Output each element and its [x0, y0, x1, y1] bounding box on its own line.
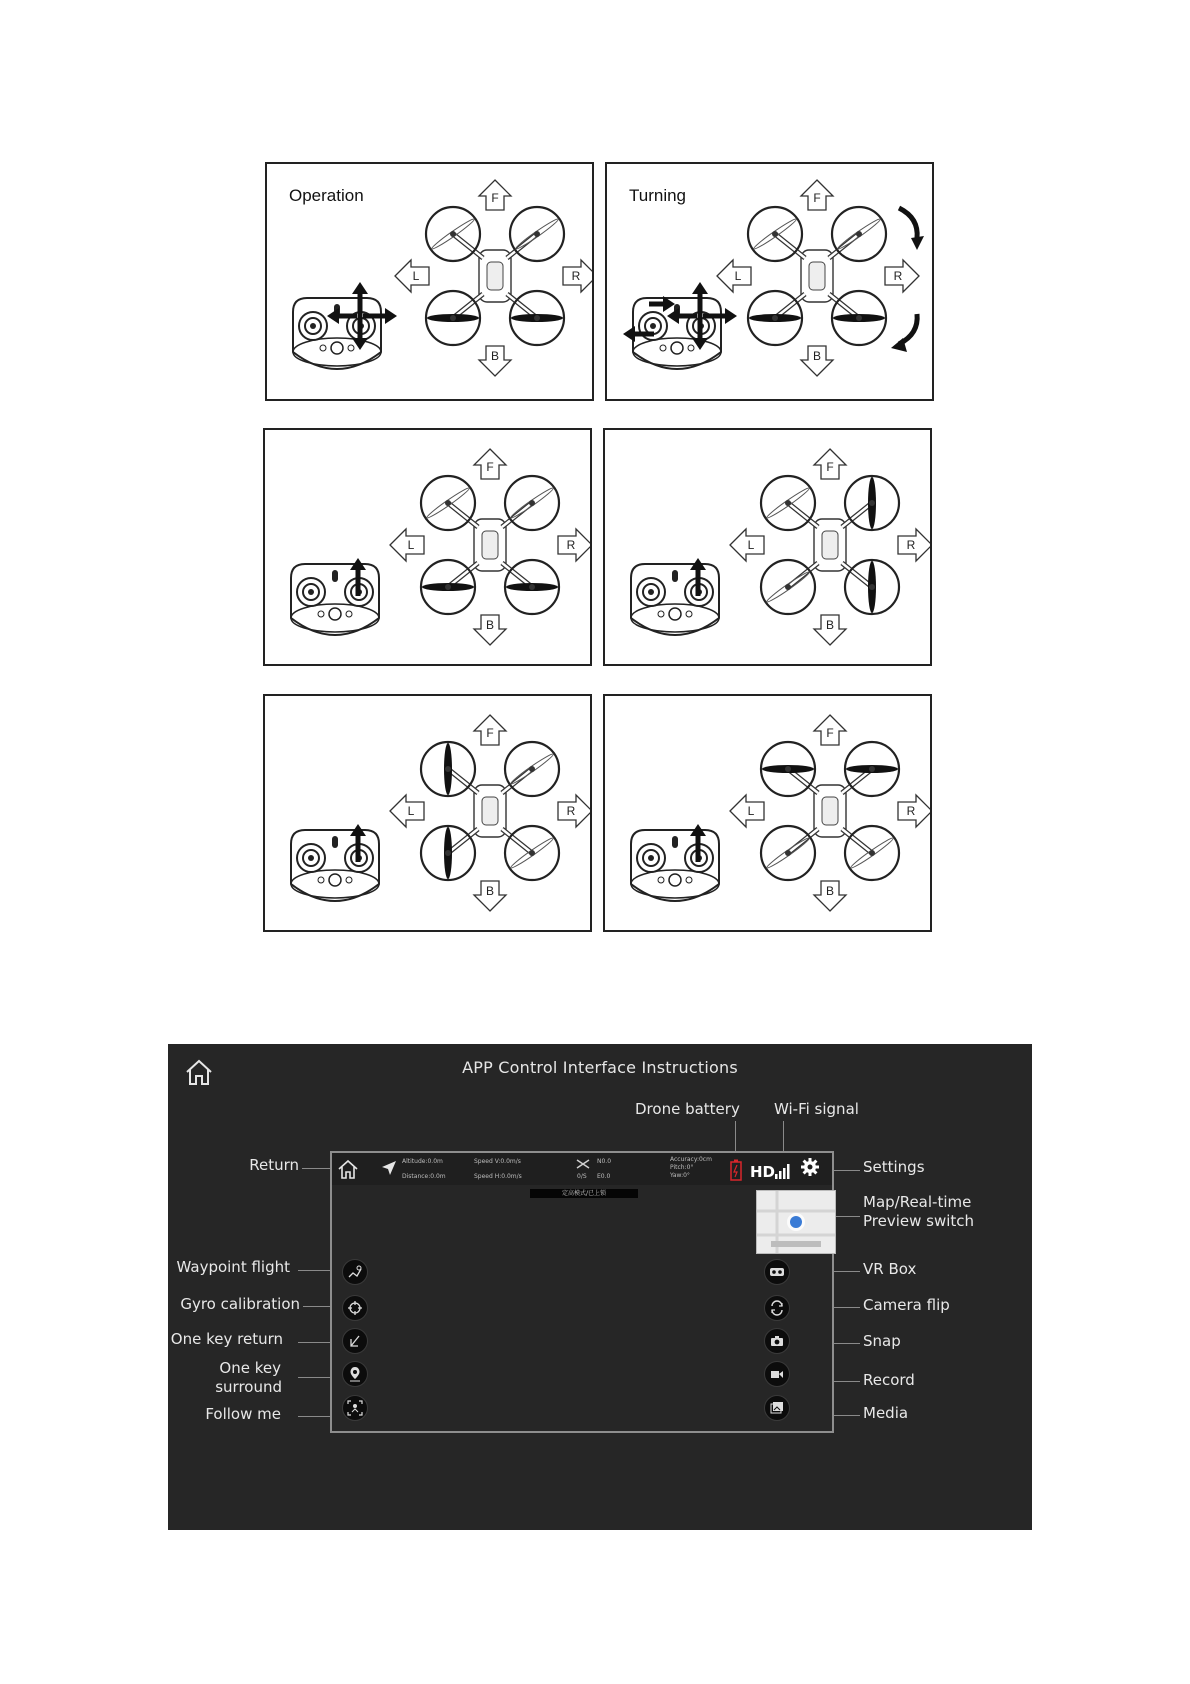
direction-arrow-forward	[474, 715, 506, 745]
direction-letter: R	[566, 804, 576, 818]
one-key-return-button[interactable]	[342, 1328, 368, 1354]
video-camera-icon	[769, 1366, 785, 1382]
callout-record: Record	[863, 1371, 915, 1389]
battery-icon	[730, 1159, 742, 1181]
crosshair-icon	[347, 1300, 363, 1316]
vr-box-button[interactable]	[764, 1259, 790, 1285]
callout-follow-me: Follow me	[205, 1405, 281, 1423]
direction-arrow-backward	[814, 615, 846, 645]
callout-map-preview-1: Map/Real-time	[863, 1193, 972, 1211]
direction-arrow-backward	[479, 346, 511, 376]
callout-drone-battery: Drone battery	[635, 1100, 740, 1118]
direction-arrow-backward	[814, 881, 846, 911]
direction-letter: B	[825, 884, 835, 898]
gear-icon[interactable]	[800, 1157, 820, 1177]
power-switch	[672, 570, 678, 582]
direction-letter: B	[485, 618, 495, 632]
direction-arrow-left	[717, 260, 751, 292]
power-switch	[332, 570, 338, 582]
direction-letter: B	[490, 349, 500, 363]
gallery-icon	[769, 1400, 785, 1416]
callout-snap: Snap	[863, 1332, 901, 1350]
direction-letter: R	[566, 538, 576, 552]
direction-letter: F	[826, 460, 834, 474]
direction-arrow-right	[558, 795, 590, 827]
direction-arrow-left	[730, 795, 764, 827]
direction-arrow-forward	[474, 449, 506, 479]
yaw-readout: Yaw:0°	[670, 1172, 690, 1179]
direction-letter: L	[747, 804, 755, 818]
navigation-arrow-icon	[380, 1159, 398, 1177]
drone-illustration	[761, 742, 899, 880]
direction-arrow-backward	[474, 615, 506, 645]
stick-arrowhead	[385, 308, 397, 324]
direction-letter: B	[825, 618, 835, 632]
flight-mode-status: 定高模式/已上锁	[530, 1189, 638, 1198]
n-coordinate: N0.0	[597, 1158, 612, 1165]
pitch-panel	[603, 428, 932, 666]
direction-arrow-left	[390, 795, 424, 827]
app-title: APP Control Interface Instructions	[462, 1058, 738, 1077]
map-preview-switch[interactable]	[756, 1190, 836, 1254]
drone-icon	[575, 1158, 591, 1170]
snap-button[interactable]	[764, 1328, 790, 1354]
remote-controller	[293, 298, 381, 369]
callout-settings: Settings	[863, 1158, 925, 1176]
direction-arrow-left	[730, 529, 764, 561]
map-icon	[757, 1191, 835, 1253]
direction-letter: L	[747, 538, 755, 552]
direction-letter: F	[491, 191, 499, 205]
app-control-interface	[168, 1044, 1032, 1530]
follow-me-icon	[347, 1400, 363, 1416]
wifi-signal-icon	[774, 1163, 792, 1179]
remote-controller	[631, 830, 719, 901]
direction-letter: L	[734, 269, 742, 283]
return-home-icon[interactable]	[337, 1158, 359, 1180]
direction-letter: F	[813, 191, 821, 205]
operation-panel	[265, 162, 594, 401]
accuracy-readout: Accuracy:0cm	[670, 1156, 712, 1163]
direction-letter: R	[893, 269, 903, 283]
panel-illustration	[267, 164, 592, 398]
direction-arrow-right	[898, 795, 930, 827]
return-arrow-icon	[347, 1333, 363, 1349]
direction-letter: L	[407, 804, 415, 818]
speed-h-readout: Speed H:0.0m/s	[474, 1173, 522, 1180]
roll-panel-left	[263, 694, 592, 932]
panel-illustration	[605, 430, 930, 664]
direction-arrow-forward	[814, 715, 846, 745]
callout-one-key-return: One key return	[170, 1330, 283, 1348]
stick-arrowhead	[692, 282, 708, 294]
record-button[interactable]	[764, 1361, 790, 1387]
direction-arrow-forward	[814, 449, 846, 479]
callout-one-key-surround-2: surround	[215, 1378, 282, 1396]
media-button[interactable]	[764, 1395, 790, 1421]
direction-letter: L	[412, 269, 420, 283]
stick-arrowhead	[352, 282, 368, 294]
callout-media: Media	[863, 1404, 909, 1422]
rotation-arrowhead	[911, 236, 924, 250]
vr-icon	[769, 1264, 785, 1280]
direction-letter: F	[826, 726, 834, 740]
direction-arrow-right	[898, 529, 930, 561]
app-screen-mock	[330, 1151, 834, 1433]
camera-flip-button[interactable]	[764, 1295, 790, 1321]
follow-me-button[interactable]	[342, 1395, 368, 1421]
altitude-readout: Altitude:0.0m	[402, 1158, 443, 1165]
remote-controller	[291, 830, 379, 901]
one-key-surround-button[interactable]	[342, 1361, 368, 1387]
callout-return: Return	[249, 1156, 299, 1174]
e-coordinate: E0.0	[597, 1173, 611, 1180]
gyro-calibration-button[interactable]	[342, 1295, 368, 1321]
rotation-arrow	[899, 208, 917, 238]
panel-illustration	[265, 430, 590, 664]
turning-panel	[605, 162, 934, 401]
callout-wifi-signal: Wi-Fi signal	[774, 1100, 859, 1118]
drone-illustration	[421, 742, 559, 880]
panel-title: Operation	[289, 186, 364, 205]
direction-arrow-right	[558, 529, 590, 561]
callout-map-preview-2: Preview switch	[863, 1212, 975, 1230]
callout-camera-flip: Camera flip	[863, 1296, 950, 1314]
direction-arrow-right	[563, 260, 592, 292]
callout-gyro-calibration: Gyro calibration	[180, 1295, 300, 1313]
direction-letter: B	[812, 349, 822, 363]
panel-illustration	[607, 164, 932, 398]
callout-one-key-surround-1: One key	[219, 1359, 281, 1377]
panel-title: Turning	[629, 186, 687, 205]
speed-v-readout: Speed V:0.0m/s	[474, 1158, 521, 1165]
distance-readout: Distance:0.0m	[402, 1173, 446, 1180]
roll-panel-right	[603, 694, 932, 932]
direction-arrow-left	[395, 260, 429, 292]
direction-letter: F	[486, 726, 494, 740]
panel-illustration	[265, 696, 590, 930]
drone-illustration	[761, 476, 899, 614]
panel-illustration	[605, 696, 930, 930]
direction-arrow-forward	[479, 180, 511, 210]
pitch-readout: Pitch:0°	[670, 1164, 694, 1171]
drone-illustration	[748, 207, 886, 345]
satellite-count: 0/S	[577, 1173, 587, 1180]
waypoint-flight-button[interactable]	[342, 1259, 368, 1285]
direction-letter: B	[485, 884, 495, 898]
direction-letter: R	[906, 804, 916, 818]
drone-illustration	[421, 476, 559, 614]
direction-letter: R	[906, 538, 916, 552]
stick-arrowhead	[623, 326, 635, 342]
callout-vr-box: VR Box	[863, 1260, 917, 1278]
direction-letter: R	[571, 269, 581, 283]
direction-arrow-backward	[474, 881, 506, 911]
throttle-panel	[263, 428, 592, 666]
direction-letter: L	[407, 538, 415, 552]
direction-arrow-left	[390, 529, 424, 561]
remote-controller	[631, 564, 719, 635]
stick-arrowhead	[725, 308, 737, 324]
drone-illustration	[426, 207, 564, 345]
direction-arrow-forward	[801, 180, 833, 210]
power-switch	[332, 836, 338, 848]
location-pin-icon	[347, 1366, 363, 1382]
waypoint-icon	[347, 1264, 363, 1280]
camera-flip-icon	[769, 1300, 785, 1316]
direction-arrow-right	[885, 260, 919, 292]
callout-waypoint-flight: Waypoint flight	[176, 1258, 290, 1276]
power-switch	[672, 836, 678, 848]
remote-controller	[291, 564, 379, 635]
direction-arrow-backward	[801, 346, 833, 376]
camera-icon	[769, 1333, 785, 1349]
hd-label: HD	[750, 1163, 776, 1181]
direction-letter: F	[486, 460, 494, 474]
